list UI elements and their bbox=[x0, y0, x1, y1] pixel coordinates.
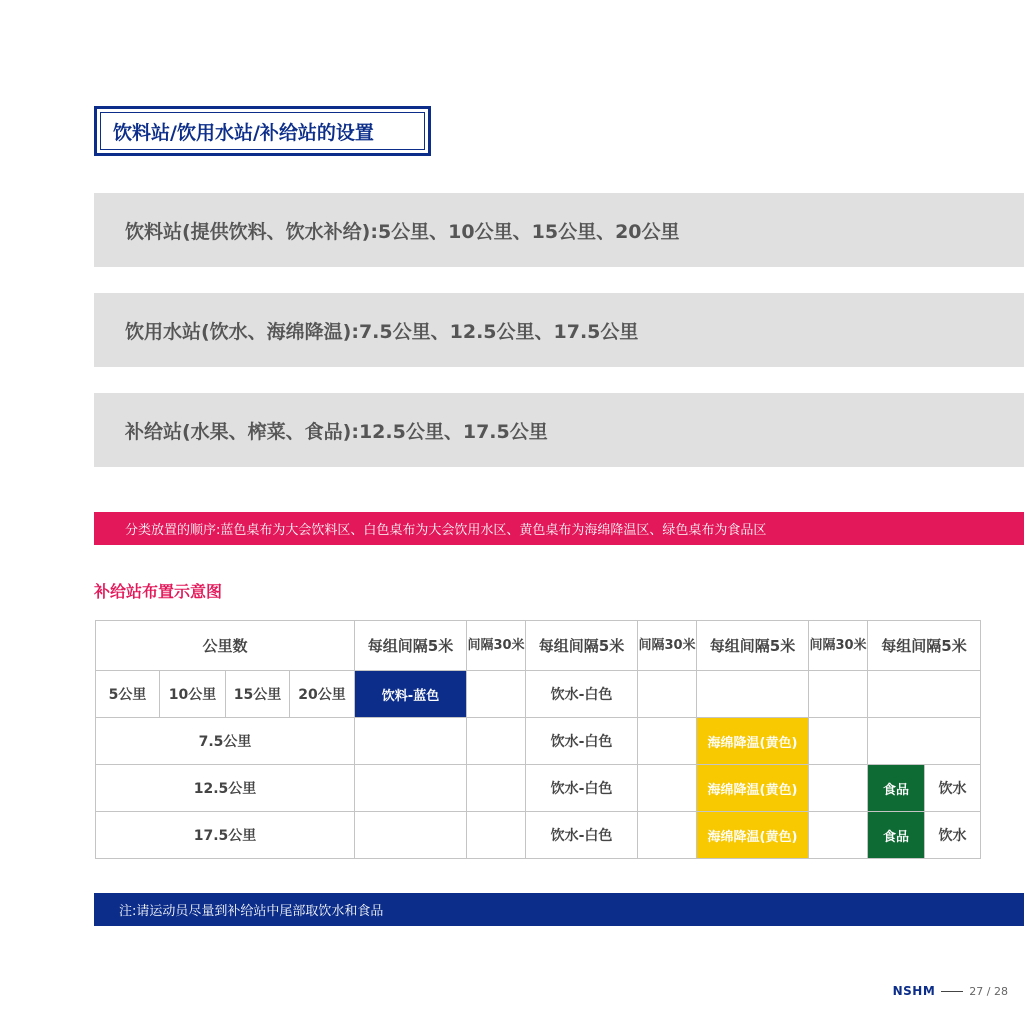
table-row bbox=[96, 718, 981, 765]
empty-cell bbox=[355, 812, 467, 859]
empty-cell bbox=[809, 718, 868, 765]
empty-cell bbox=[467, 718, 526, 765]
athlete-note-text: 注:请运动员尽量到补给站中尾部取饮水和食品 bbox=[119, 904, 384, 919]
empty-cell bbox=[697, 671, 809, 718]
brand-logo: NSHM bbox=[892, 984, 936, 998]
page-title: 饮料站/饮用水站/补给站的设置 bbox=[100, 112, 425, 150]
sponge-yellow-cell: 海绵降温(黄色) bbox=[697, 812, 809, 859]
header-group-1: 每组间隔5米 bbox=[355, 621, 467, 671]
header-km: 公里数 bbox=[96, 621, 355, 671]
water-cell: 饮水 bbox=[925, 812, 981, 859]
supply-layout-table bbox=[95, 620, 981, 859]
header-group-4: 每组间隔5米 bbox=[868, 621, 981, 671]
empty-cell bbox=[638, 718, 697, 765]
empty-cell bbox=[467, 812, 526, 859]
km-cell: 15公里 bbox=[226, 671, 290, 718]
table-row bbox=[96, 812, 981, 859]
empty-cell bbox=[638, 671, 697, 718]
sponge-yellow-cell: 海绵降温(黄色) bbox=[697, 765, 809, 812]
empty-cell bbox=[868, 671, 981, 718]
layout-heading: 补给站布置示意图 bbox=[94, 582, 223, 601]
km-cell: 17.5公里 bbox=[96, 812, 355, 859]
water-white-cell: 饮水-白色 bbox=[526, 765, 638, 812]
placement-order-text: 分类放置的顺序:蓝色桌布为大会饮料区、白色桌布为大会饮用水区、黄色桌布为海绵降温区、绿色桌布为食品区 bbox=[125, 523, 767, 538]
km-cell: 12.5公里 bbox=[96, 765, 355, 812]
empty-cell bbox=[868, 718, 981, 765]
water-station-info: 饮用水站(饮水、海绵降温):7.5公里、12.5公里、17.5公里 bbox=[94, 293, 1024, 367]
km-cell: 5公里 bbox=[96, 671, 160, 718]
drink-station-info: 饮料站(提供饮料、饮水补给):5公里、10公里、15公里、20公里 bbox=[94, 193, 1024, 267]
header-gap-3: 间隔30米 bbox=[809, 621, 868, 671]
header-group-3: 每组间隔5米 bbox=[697, 621, 809, 671]
athlete-note-bar bbox=[94, 893, 1024, 926]
header-gap-2: 间隔30米 bbox=[638, 621, 697, 671]
empty-cell bbox=[467, 671, 526, 718]
empty-cell bbox=[809, 812, 868, 859]
placement-order-bar bbox=[94, 512, 1024, 545]
supply-station-info: 补给站(水果、榨菜、食品):12.5公里、17.5公里 bbox=[94, 393, 1024, 467]
page-footer bbox=[893, 983, 1008, 999]
empty-cell bbox=[467, 765, 526, 812]
km-cell: 10公里 bbox=[160, 671, 226, 718]
empty-cell bbox=[355, 765, 467, 812]
page-title-box bbox=[94, 106, 431, 156]
drink-blue-cell: 饮料-蓝色 bbox=[355, 671, 467, 718]
footer-divider bbox=[941, 991, 963, 992]
empty-cell bbox=[638, 812, 697, 859]
food-green-cell: 食品 bbox=[868, 765, 925, 812]
table-row bbox=[96, 671, 981, 718]
empty-cell bbox=[809, 671, 868, 718]
header-group-2: 每组间隔5米 bbox=[526, 621, 638, 671]
empty-cell bbox=[809, 765, 868, 812]
km-cell: 7.5公里 bbox=[96, 718, 355, 765]
water-white-cell: 饮水-白色 bbox=[526, 671, 638, 718]
water-cell: 饮水 bbox=[925, 765, 981, 812]
page-number: 27 / 28 bbox=[969, 984, 1008, 998]
km-cell: 20公里 bbox=[290, 671, 355, 718]
table-header-row bbox=[96, 621, 981, 671]
table-row bbox=[96, 765, 981, 812]
water-white-cell: 饮水-白色 bbox=[526, 718, 638, 765]
water-white-cell: 饮水-白色 bbox=[526, 812, 638, 859]
header-gap-1: 间隔30米 bbox=[467, 621, 526, 671]
food-green-cell: 食品 bbox=[868, 812, 925, 859]
empty-cell bbox=[355, 718, 467, 765]
empty-cell bbox=[638, 765, 697, 812]
sponge-yellow-cell: 海绵降温(黄色) bbox=[697, 718, 809, 765]
